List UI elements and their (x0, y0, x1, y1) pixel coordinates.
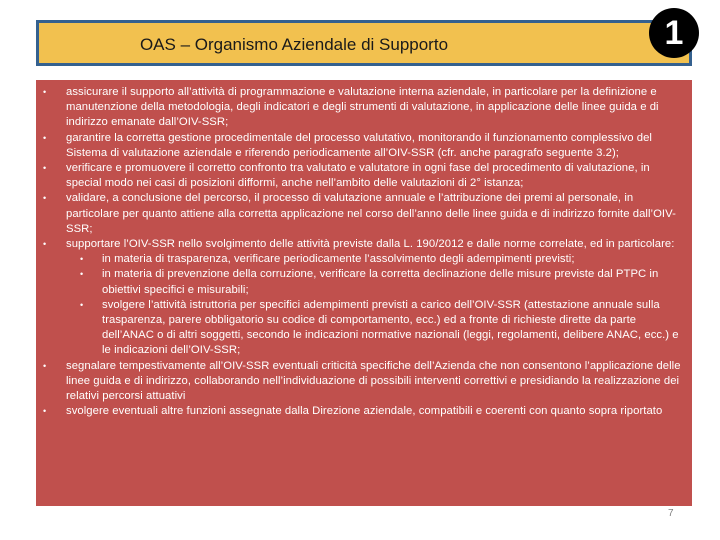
list-item-text: segnalare tempestivamente all’OIV-SSR eventuali criticità specifiche dell’Azienda che non consentono l’applicazione delle linee guida e di indirizzo, collaborando nell’individuazione di possibili interventi correttivi e presidiando la realizzazione dei relativi percorsi attuativi (66, 359, 681, 403)
sub-list-item (66, 252, 682, 267)
bullet-icon: • (43, 193, 47, 204)
list-item-text: svolgere eventuali altre funzioni assegnate dalla Direzione aziendale, compatibili e coerenti con quanto sopra riportato (66, 405, 663, 418)
bullet-icon: • (43, 163, 47, 174)
title-bar (36, 20, 692, 66)
bullet-list (36, 85, 682, 419)
bullet-icon: • (43, 132, 47, 143)
sub-bullet-icon: • (80, 269, 84, 280)
slide-title: OAS – Organismo Aziendale di Supporto (139, 35, 449, 54)
list-item (36, 131, 682, 161)
list-item (36, 161, 682, 191)
sub-list-item-text: in materia di trasparenza, verificare periodicamente l’assolvimento degli adempimenti previsti; (102, 253, 575, 266)
sub-bullet-icon: • (80, 254, 84, 265)
list-item (36, 237, 682, 359)
sub-list-item (66, 267, 682, 297)
sub-list-item (66, 298, 682, 359)
page-number: 7 (668, 508, 674, 519)
list-item-text: supportare l’OIV-SSR nello svolgimento delle attività previste dalla L. 190/2012 e dalle norme correlate, ed in particolare: (66, 238, 675, 251)
list-item (36, 359, 682, 405)
list-item (36, 85, 682, 131)
bullet-icon: • (43, 87, 47, 97)
bullet-icon: • (43, 239, 47, 250)
sub-list-item-text: svolgere l’attività istruttoria per specifici adempimenti previsti a carico dell’OIV-SSR (attestazione annuale sulla trasparenza, parere obbligatorio su codice di comportamento, ecc.) ed a fronte di richieste dirette da parte dell’ANAC o di altri soggetti, secondo le indicazioni normative nazionali (leggi, regolamenti, delibere ANAC, ecc.) e le indicazioni dell’OIV-SSR; (102, 298, 679, 357)
list-item-text: verificare e promuovere il corretto confronto tra valutato e valutatore in ogni fase del procedimento di valutazione, in special modo nei casi di posizioni difformi, anche nell’ambito delle valutazioni di 2° istanza; (66, 162, 650, 190)
list-item (36, 404, 682, 419)
list-item (36, 191, 682, 237)
sub-list-item-text: in materia di prevenzione della corruzione, verificare la corretta declinazione delle misure previste dal PTPC in obiettivi specifici e misurabili; (102, 268, 659, 296)
list-item-text: assicurare il supporto all’attività di programmazione e valutazione interna aziendale, in particolare per la definizione e manutenzione della metodologia, degli indicatori e degli strumenti di valutazione, in applicazione delle linee guida e di indirizzo emanate dall’OIV-SSR; (66, 86, 659, 129)
bullet-icon: • (43, 360, 47, 371)
list-item-text: validare, a conclusione del percorso, il processo di valutazione annuale e l’attribuzione dei premi al personale, in particolare per quanto attiene alla corretta applicazione nel corso dell’anno delle linee guida e di indirizzo fornite dall’OIV-SSR; (66, 192, 676, 235)
bullet-icon: • (43, 406, 47, 417)
sub-bullet-icon: • (80, 299, 84, 310)
list-item-text: garantire la corretta gestione procedimentale del processo valutativo, monitorando il funzionamento complessivo del Sistema di valutazione aziendale e riferendo periodicamente all’OIV-SSR (cfr. anche paragrafo seguente 3.2); (66, 131, 652, 159)
number-badge: 1 (649, 8, 699, 58)
content-panel (36, 80, 692, 506)
sub-bullet-list (66, 252, 682, 358)
